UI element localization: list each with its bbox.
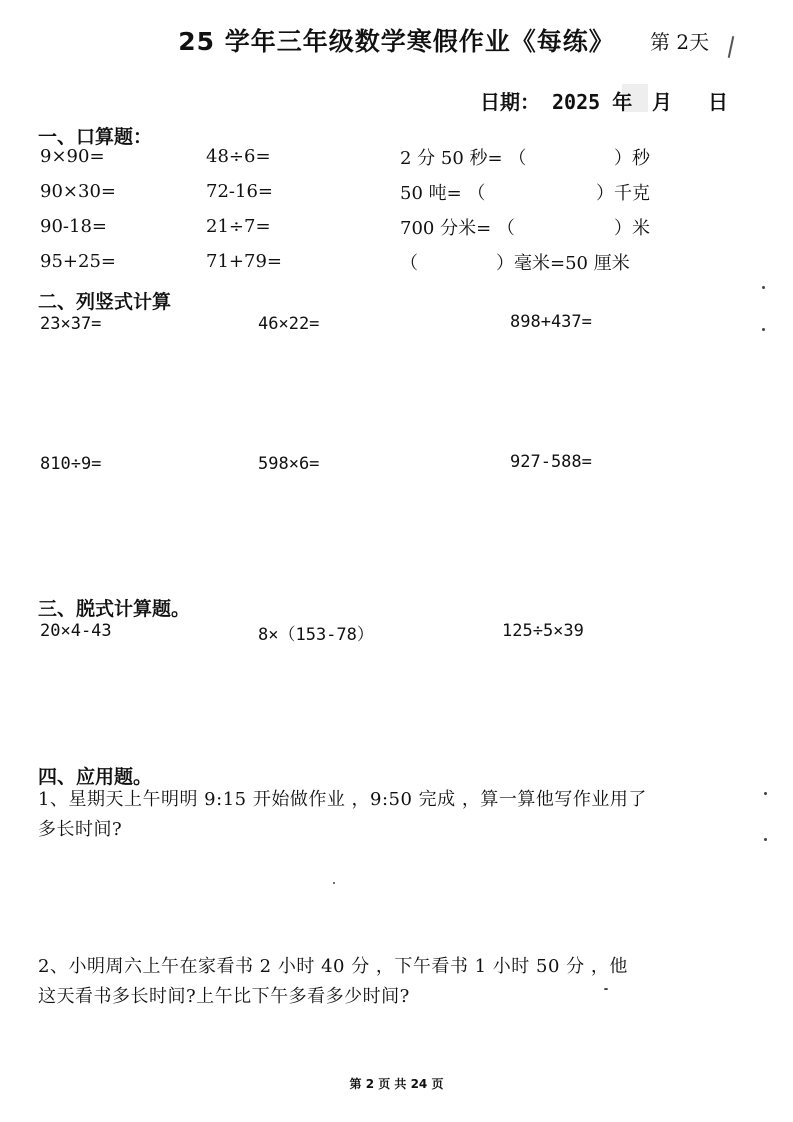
- mental-math-item: 48÷6=: [206, 146, 271, 167]
- worksheet-title: 25 学年三年级数学寒假作业《每练》: [178, 27, 615, 56]
- vertical-calc-item: 927-588=: [510, 452, 592, 472]
- vertical-calc-item: 23×37=: [40, 314, 102, 334]
- unit-conversion-left: 700 分米= （: [400, 218, 515, 239]
- word-problem-1-line-2: 多长时间?: [38, 819, 123, 840]
- scan-speck: [764, 838, 767, 841]
- word-problem-2-line-1: 2、小明周六上午在家看书 2 小时 40 分 ，下午看书 1 小时 50 分 ，他: [38, 956, 628, 977]
- scan-speck: [333, 882, 335, 884]
- scan-speck: [604, 988, 608, 990]
- unit-conversion-right: ）秒: [614, 148, 650, 169]
- mental-math-item: 72-16=: [206, 181, 273, 202]
- vertical-calc-item: 898+437=: [510, 312, 592, 332]
- unit-conversion-left: 2 分 50 秒= （: [400, 148, 527, 169]
- unit-conversion-right: ）米: [614, 218, 650, 239]
- date-day: 日: [708, 90, 728, 114]
- page-footer: 第 2 页 共 24 页: [349, 1077, 444, 1091]
- day-label: 第 2天: [650, 30, 710, 54]
- mental-math-item: 90×30=: [40, 181, 116, 202]
- date-month: 月: [652, 90, 672, 114]
- vertical-calc-item: 598×6=: [258, 454, 320, 474]
- mental-math-item: 90-18=: [40, 216, 107, 237]
- section-heading-word-problems: 四、应用题。: [38, 766, 153, 788]
- scan-speck: [762, 286, 765, 289]
- mental-math-item: 71+79=: [206, 251, 282, 272]
- section-heading-mental-math: 一、口算题：: [38, 126, 153, 148]
- word-problem-1-line-1: 1、星期天上午明明 9:15 开始做作业 ，9:50 完成 ，算一算他写作业用了: [38, 789, 647, 810]
- unit-conversion-right: ）千克: [596, 183, 650, 204]
- word-problem-2-line-2: 这天看书多长时间?上午比下午多看多少时间?: [38, 986, 410, 1007]
- unit-conversion-right: ）毫米=50 厘米: [496, 253, 630, 274]
- mental-math-item: 21÷7=: [206, 216, 271, 237]
- vertical-calc-item: 810÷9=: [40, 454, 102, 474]
- mental-math-item: 95+25=: [40, 251, 116, 272]
- date-year: 2025 年: [552, 90, 633, 114]
- section-heading-vertical-calc: 二、列竖式计算: [38, 291, 172, 313]
- step-calc-item: 125÷5×39: [502, 621, 584, 641]
- date-label: 日期：: [480, 90, 540, 114]
- step-calc-item: 8×（153-78）: [258, 625, 374, 645]
- mental-math-item: 9×90=: [40, 146, 105, 167]
- scan-speck: [762, 328, 765, 331]
- section-heading-step-calc: 三、脱式计算题。: [38, 598, 191, 620]
- unit-conversion-left: 50 吨= （: [400, 183, 486, 204]
- unit-conversion-left: （: [400, 253, 418, 274]
- scan-speck: [764, 792, 767, 795]
- step-calc-item: 20×4-43: [40, 621, 112, 641]
- vertical-calc-item: 46×22=: [258, 314, 320, 334]
